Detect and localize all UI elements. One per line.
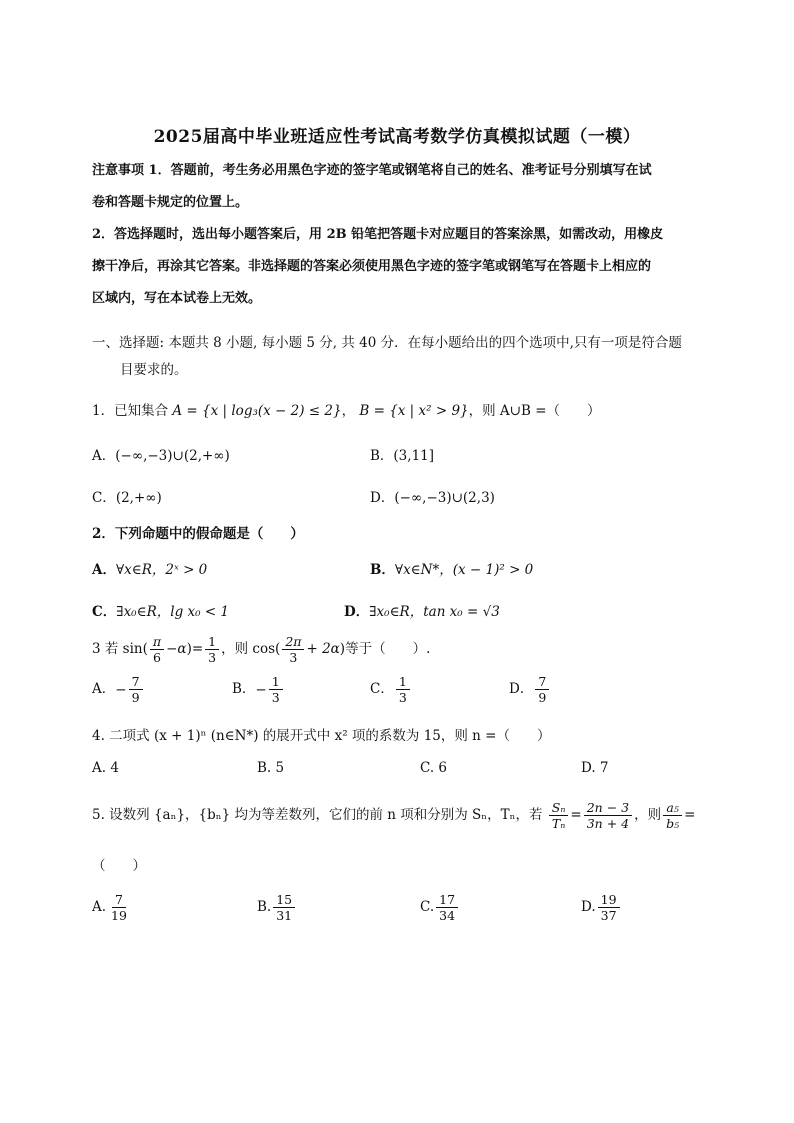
q2-option-c <box>92 600 229 620</box>
q3-arg2-den: 3 <box>289 650 298 665</box>
q5-option-b-label: B. <box>257 899 272 915</box>
q3-eq: = <box>191 641 204 657</box>
q5-f1-num: Sₙ <box>549 800 569 816</box>
q1-set-b: B = {x | x² > 9} <box>359 403 469 419</box>
q2-option-d-text: ∃x₀∈R，tan x₀ = √3 <box>369 604 500 620</box>
q5-lead: 5. 设数列 {aₙ}，{bₙ} 均为等差数列，它们的前 n 项和分别为 Sₙ，Tₙ，若 <box>92 807 543 823</box>
q5-option-a-fraction <box>108 892 130 923</box>
q3-plus: + 2α <box>306 641 340 657</box>
q5-option-c-num: 17 <box>436 892 458 908</box>
q3-option-d-fraction <box>535 674 549 705</box>
question-2-stem: 2．下列命题中的假命题是（ ） <box>92 526 304 542</box>
q3-option-a-den: 9 <box>131 690 140 705</box>
note-line: 注意事项 1．答题前，考生务必用黑色字迹的签字笔或钢笔将自己的姓名、准考证号分别填写在试 <box>92 163 652 178</box>
exam-notes <box>92 155 704 315</box>
q5-option-d-num: 19 <box>598 892 620 908</box>
q3-val-num: 1 <box>205 634 219 650</box>
q3-option-c-den: 3 <box>398 690 407 705</box>
q1-option-b: B．(3,11] <box>370 448 435 464</box>
q4-option-d: D. 7 <box>581 760 609 776</box>
q3-option-d-num: 7 <box>535 674 549 690</box>
q5-mid: ，则 <box>634 807 662 823</box>
q2-option-b <box>370 558 533 578</box>
q2-option-b-text: ∀x∈N*，(x − 1)² > 0 <box>394 562 534 578</box>
section-line: 目要求的。 <box>120 362 188 378</box>
q2-option-b-label: B． <box>370 562 395 578</box>
q3-arg1-fraction <box>150 634 164 665</box>
note-line: 卷和答题卡规定的位置上。 <box>92 195 249 210</box>
q4-option-a: A. 4 <box>92 760 119 776</box>
q3-lead: 3 若 sin <box>92 641 143 657</box>
q5-option-b-den: 31 <box>276 908 293 923</box>
q1-option-a: A．(−∞,−3)∪(2,+∞) <box>92 448 230 464</box>
q3-option-c-num: 1 <box>396 674 410 690</box>
q2-option-a-text: ∀x∈R，2ˣ > 0 <box>115 562 208 578</box>
question-5-stem <box>92 800 695 831</box>
q5-option-d <box>581 892 622 923</box>
note-line: 2．答选择题时，选出每小题答案后，用 2B 铅笔把答题卡对应题目的答案涂黑，如需改动，用橡皮 <box>92 227 664 242</box>
q1-ask: ，则 A∪B =（ ） <box>468 403 601 419</box>
q3-option-b-fraction <box>269 674 283 705</box>
q3-arg1-num: π <box>150 634 164 650</box>
q3-option-a-sign: − <box>115 681 127 698</box>
q5-f2-den: 3n + 4 <box>586 816 630 831</box>
q2-option-c-label: C． <box>92 604 117 620</box>
q4-option-b: B. 5 <box>257 760 285 776</box>
note-line: 区域内，写在本试卷上无效。 <box>92 291 262 306</box>
q3-option-a-num: 7 <box>129 674 143 690</box>
q3-option-b-sign: − <box>255 681 267 698</box>
q5-answer-paren: （ ） <box>92 858 146 874</box>
question-3-stem: 3 若 sin( $\frac{\pi}{6}$ −α)= $\frac{1}{3}$ ，则 cos( $\frac{2\pi}{3}$ + 2α)等于（ ）. <box>92 634 431 665</box>
q3-val-den: 3 <box>208 650 217 665</box>
q3-tail: 等于（ ）. <box>345 641 431 657</box>
q5-option-a-label: A. <box>92 899 107 915</box>
q5-option-b-num: 15 <box>273 892 295 908</box>
q3-option-d-label: D． <box>509 681 534 697</box>
q5-tail: = <box>684 807 696 823</box>
q4-option-c: C. 6 <box>420 760 448 776</box>
q3-option-c-fraction <box>396 674 410 705</box>
q3-option-c <box>370 674 412 705</box>
q1-set-a: A = {x | log₃(x − 2) ≤ 2} <box>172 403 342 419</box>
q3-arg1-den: 6 <box>153 650 161 665</box>
q5-option-a-num: 7 <box>112 892 126 908</box>
q5-option-d-fraction <box>598 892 620 923</box>
q3-option-b <box>232 674 285 705</box>
q5-option-c-label: C. <box>420 899 435 915</box>
q5-f1-den: Tₙ <box>551 816 566 831</box>
section-line: 一、选择题: 本题共 8 小题, 每小题 5 分, 共 40 分．在每小题给出的四个选项中,只有一项是符合题 <box>92 335 682 351</box>
q5-option-c <box>420 892 460 923</box>
q5-f3-num: a₅ <box>663 800 681 816</box>
q1-prefix: 1．已知集合 <box>92 403 169 419</box>
q3-option-a-fraction <box>129 674 143 705</box>
q5-option-b <box>257 892 297 923</box>
q3-arg2-num: 2π <box>282 634 304 650</box>
q3-option-b-label: B． <box>232 681 256 697</box>
q5-option-a <box>92 892 132 923</box>
q5-option-d-label: D. <box>581 899 596 915</box>
q3-option-d <box>509 674 551 705</box>
q5-option-c-den: 34 <box>439 908 456 923</box>
q3-option-b-den: 3 <box>271 690 280 705</box>
section-heading <box>92 330 704 384</box>
q5-option-c-fraction <box>436 892 458 923</box>
q2-option-a-label: A． <box>92 562 116 578</box>
q3-mid: ，则 cos <box>221 641 276 657</box>
q3-minus-alpha: −α <box>166 641 187 657</box>
q5-option-b-fraction <box>273 892 295 923</box>
q3-arg2-fraction <box>282 634 304 665</box>
question-4-stem: 4. 二项式 (x + 1)ⁿ (n∈N*) 的展开式中 x² 项的系数为 15，则 n =（ ） <box>92 728 551 744</box>
q5-eq: = <box>570 807 582 823</box>
q1-option-d: D．(−∞,−3)∪(2,3) <box>370 490 495 506</box>
q3-option-a-label: A． <box>92 681 116 697</box>
q5-ratio-value <box>584 800 632 831</box>
note-line: 擦干净后，再涂其它答案。非选择题的答案必须使用黑色字迹的签字笔或钢笔写在答题卡上相应的 <box>92 259 652 274</box>
q5-option-d-den: 37 <box>600 908 617 923</box>
q5-f3-den: b₅ <box>666 816 680 831</box>
q3-option-b-num: 1 <box>269 674 283 690</box>
q3-option-a <box>92 674 145 705</box>
q3-option-c-label: C． <box>370 681 394 697</box>
q5-option-a-den: 19 <box>111 908 127 923</box>
page-title: 2025届高中毕业班适应性考试高考数学仿真模拟试题（一模） <box>153 127 641 147</box>
q3-option-d-den: 9 <box>538 690 547 705</box>
q2-option-d <box>344 600 500 620</box>
q1-option-c: C．(2,+∞) <box>92 490 162 506</box>
q2-option-d-label: D． <box>344 604 370 620</box>
q5-f2-num: 2n − 3 <box>584 800 632 816</box>
q5-ratio-s-t <box>549 800 569 831</box>
question-1-stem <box>92 399 601 419</box>
q3-value-fraction <box>205 634 219 665</box>
q5-ratio-a-b <box>663 800 682 831</box>
q2-option-a <box>92 558 207 578</box>
q2-option-c-text: ∃x₀∈R，lg x₀ < 1 <box>116 604 230 620</box>
q1-sep: ， <box>341 403 356 419</box>
